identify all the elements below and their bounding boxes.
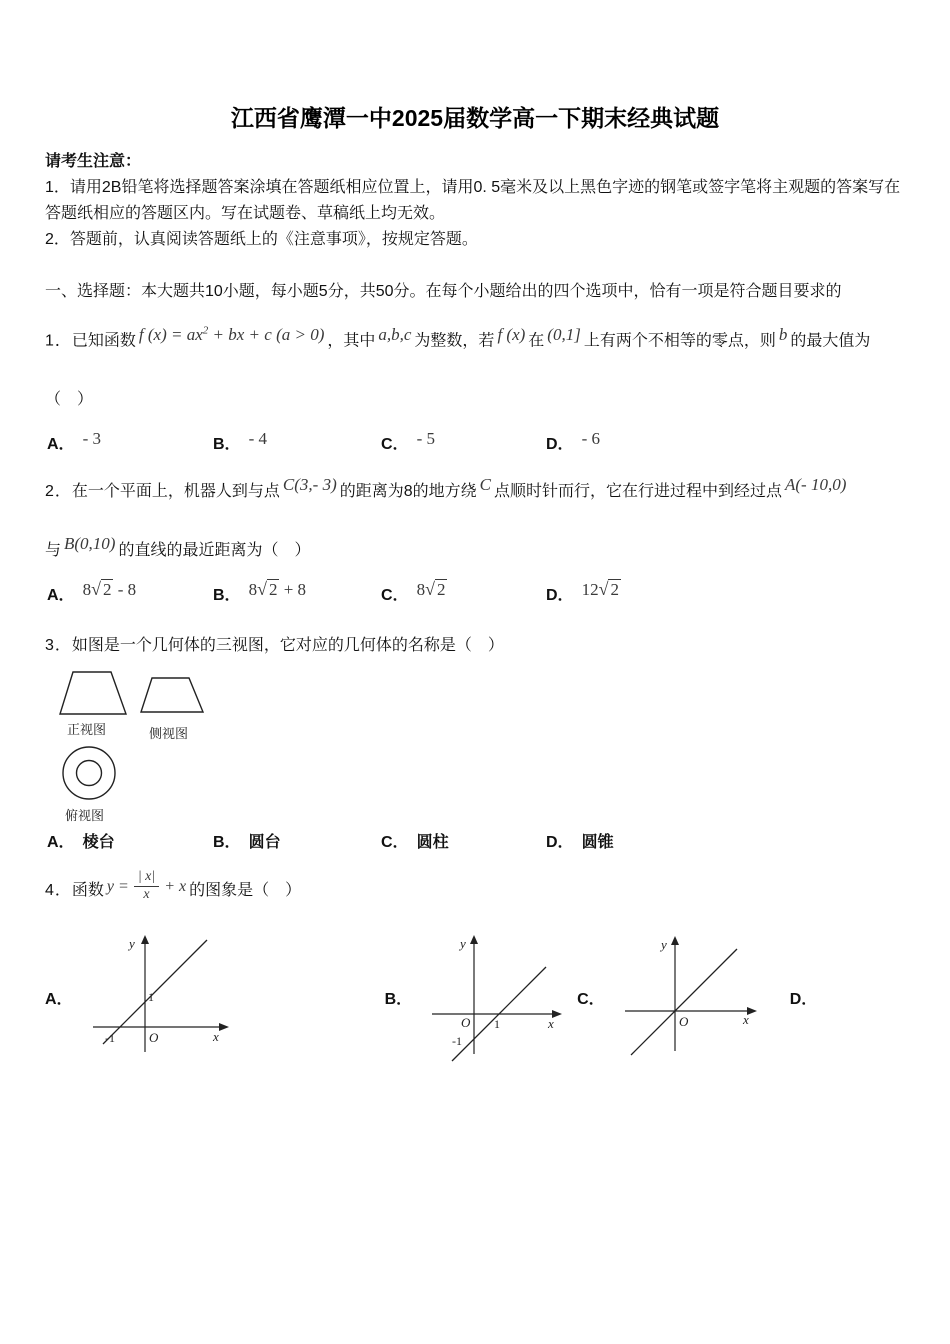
q1-text-6: 的最大值为（ ）: [45, 332, 871, 408]
question-2-text: [45, 462, 905, 580]
question-3-number: 3．: [45, 636, 72, 654]
option-b-value: 圆台: [248, 833, 281, 851]
question-1-option-a: [47, 428, 213, 454]
question-1-option-c: [381, 428, 546, 454]
graph-c: [617, 933, 762, 1063]
q1-formula-abc: a,b,c: [378, 324, 412, 344]
graph-a-one-label: 1: [147, 989, 154, 1004]
q1-text-1: 已知函数: [71, 332, 136, 350]
side-view-trapezoid: [139, 675, 207, 715]
top-view-circles: [59, 743, 119, 803]
question-1-option-d: [546, 428, 905, 454]
option-b-label: B．: [213, 586, 241, 604]
option-a-label: A．: [47, 586, 75, 604]
sqrt-suffix: + 8: [279, 579, 307, 599]
graph-c-origin-label: O: [678, 1013, 689, 1029]
graph-b-option-label: B．: [384, 991, 413, 1009]
sqrt-coefficient: 8: [82, 579, 92, 599]
question-4: [45, 866, 905, 1064]
option-c-value: 圆柱: [416, 833, 449, 851]
front-view-label: 正视图: [67, 721, 107, 737]
q1-formula-interval: (0,1]: [547, 324, 581, 344]
question-1: [45, 307, 905, 454]
question-4-text: [45, 866, 905, 916]
question-3-options: [47, 829, 905, 852]
q4-text-2: 的图象是（ ）: [189, 881, 302, 899]
option-d-label: D．: [546, 435, 574, 453]
q2-text-3: 点顺时针而行，它在行进过程中到经过点: [494, 482, 783, 500]
sqrt-coefficient: 12: [581, 579, 599, 599]
question-2-option-a: [47, 578, 213, 605]
option-b-value: - 4: [248, 428, 267, 448]
option-a-value: [83, 580, 137, 599]
question-3-option-a: [47, 829, 213, 852]
question-2-option-c: [381, 578, 546, 605]
notice-block: [45, 149, 905, 253]
option-d-value: - 6: [581, 428, 600, 448]
option-c-label: C．: [381, 435, 409, 453]
section-heading: 一、选择题：本大题共10小题，每小题5分，共50分。在每个小题给出的四个选项中，恰有一项是符合题目要求的: [45, 283, 842, 300]
sqrt-radicand: 2: [268, 579, 278, 599]
question-4-graphs: [45, 932, 905, 1064]
q1-formula-head: f (x) = ax: [138, 324, 203, 344]
sqrt-coefficient: 8: [248, 579, 258, 599]
graph-a-x-axis-label: x: [212, 1028, 219, 1044]
q4-formula-y: y =: [106, 877, 129, 895]
front-view-trapezoid: [57, 669, 129, 717]
three-views-figure: [45, 667, 905, 827]
q1-text-4: 在: [528, 332, 545, 350]
q4-text-1: 函数: [71, 881, 104, 899]
question-1-option-b: [213, 428, 381, 454]
graph-a-origin-label: O: [148, 1029, 158, 1045]
sqrt-symbol: √: [257, 578, 267, 599]
graph-a-neg-one-label: -1: [104, 1030, 115, 1045]
q1-text-5: 上有两个不相等的零点，则: [583, 332, 776, 350]
question-2-number: 2．: [45, 482, 72, 500]
side-view-label: 侧视图: [149, 725, 189, 741]
q1-text-3: 为整数，若: [414, 332, 495, 350]
q1-formula-tail: + bx + c (a > 0): [208, 324, 325, 344]
option-d-value: [582, 580, 621, 599]
q2-formula-c: C: [479, 474, 491, 494]
q4-formula-function: [104, 862, 189, 912]
question-3-option-b: [213, 829, 381, 852]
question-2-option-d: [546, 578, 905, 605]
option-c-label: C．: [381, 833, 409, 851]
sqrt-radicand: 2: [610, 579, 619, 599]
notice-item-1: 1．请用2B铅笔将选择题答案涂填在答题纸相应位置上，请用0. 5毫米及以上黑色字迹的钢笔或签字笔将主观题的答案写在答题纸相应的答题区内。写在试题卷、草稿纸上均无效。: [45, 179, 901, 222]
sqrt-coefficient: 8: [416, 579, 426, 599]
question-3-text: [45, 631, 905, 661]
sqrt-symbol: √: [91, 578, 101, 599]
q4-fraction: [134, 869, 159, 904]
graph-b-origin-label: O: [461, 1014, 471, 1030]
option-a-label: A．: [47, 435, 75, 453]
option-d-value: 圆锥: [581, 833, 614, 851]
option-a-label: A．: [47, 833, 75, 851]
question-4-number: 4．: [45, 881, 72, 899]
top-view-label: 俯视图: [65, 807, 105, 823]
q1-formula-exponent: 2: [202, 324, 209, 336]
q2-text-5: 的直线的最近距离为（ ）: [118, 541, 311, 559]
graph-b-x-axis-label: x: [548, 1015, 554, 1031]
q2-text-1: 在一个平面上，机器人到与点: [71, 482, 280, 500]
q4-fraction-denominator: x: [143, 887, 150, 903]
page-title: 江西省鹰潭一中2025届数学高一下期末经典试题: [230, 105, 720, 131]
graph-c-y-axis-label: y: [660, 936, 667, 952]
sqrt-radicand: 2: [436, 579, 446, 599]
option-b-label: B．: [213, 435, 241, 453]
option-b-value: [249, 580, 306, 599]
q3-text: 如图是一个几何体的三视图，它对应的几何体的名称是（ ）: [71, 636, 504, 654]
graph-b-one-label: 1: [494, 1016, 501, 1031]
option-d-label: D．: [546, 833, 574, 851]
option-b-label: B．: [213, 833, 241, 851]
sqrt-symbol: √: [598, 578, 609, 599]
graph-a: [85, 932, 235, 1064]
q4-formula-plus-x: + x: [164, 877, 187, 895]
graph-b-y-axis-label: y: [460, 935, 466, 951]
question-3: [45, 631, 905, 852]
graph-b-neg-one-label: -1: [452, 1033, 463, 1048]
sqrt-suffix: - 8: [113, 579, 137, 599]
q1-formula-function: [136, 325, 327, 344]
question-2-options: [47, 578, 905, 605]
graph-c-x-axis-label: x: [742, 1011, 749, 1027]
graph-a-y-axis-label: y: [128, 935, 135, 951]
question-3-option-c: [381, 829, 546, 852]
graph-a-option-label: A．: [45, 991, 73, 1009]
q2-formula-point-a: A(- 10,0): [785, 474, 847, 494]
sqrt-radicand: 2: [102, 579, 112, 599]
q1-formula-fx: f (x): [497, 324, 526, 344]
q2-text-4: 与: [45, 541, 62, 559]
question-1-options: [47, 428, 905, 454]
notice-heading: 请考生注意：: [45, 153, 142, 170]
option-c-value: - 5: [416, 428, 435, 448]
notice-item-2: 2．答题前，认真阅读答题纸上的《注意事项》，按规定答题。: [45, 231, 478, 248]
graph-c-option-label: C．: [577, 991, 605, 1009]
option-d-label: D．: [546, 586, 574, 604]
q2-text-2: 的距离为8的地方绕: [339, 482, 477, 500]
graph-b: [424, 932, 569, 1064]
question-2: [45, 462, 905, 605]
question-1-text: [45, 307, 905, 429]
option-c-label: C．: [381, 586, 409, 604]
q1-formula-b: b: [778, 324, 788, 344]
q2-formula-point-b: B(0,10): [64, 533, 116, 553]
option-a-value: 棱台: [82, 833, 115, 851]
q2-formula-point-c: C(3,- 3): [282, 474, 337, 494]
q4-fraction-numerator: | x|: [134, 869, 159, 887]
question-3-option-d: [546, 829, 905, 852]
q1-text-2: ，其中: [327, 332, 376, 350]
graph-d-option-label: D．: [789, 991, 818, 1009]
question-1-number: 1．: [45, 332, 72, 350]
option-c-value: [417, 580, 448, 599]
sqrt-symbol: √: [425, 578, 435, 599]
question-2-option-b: [213, 578, 381, 605]
option-a-value: - 3: [82, 428, 101, 448]
